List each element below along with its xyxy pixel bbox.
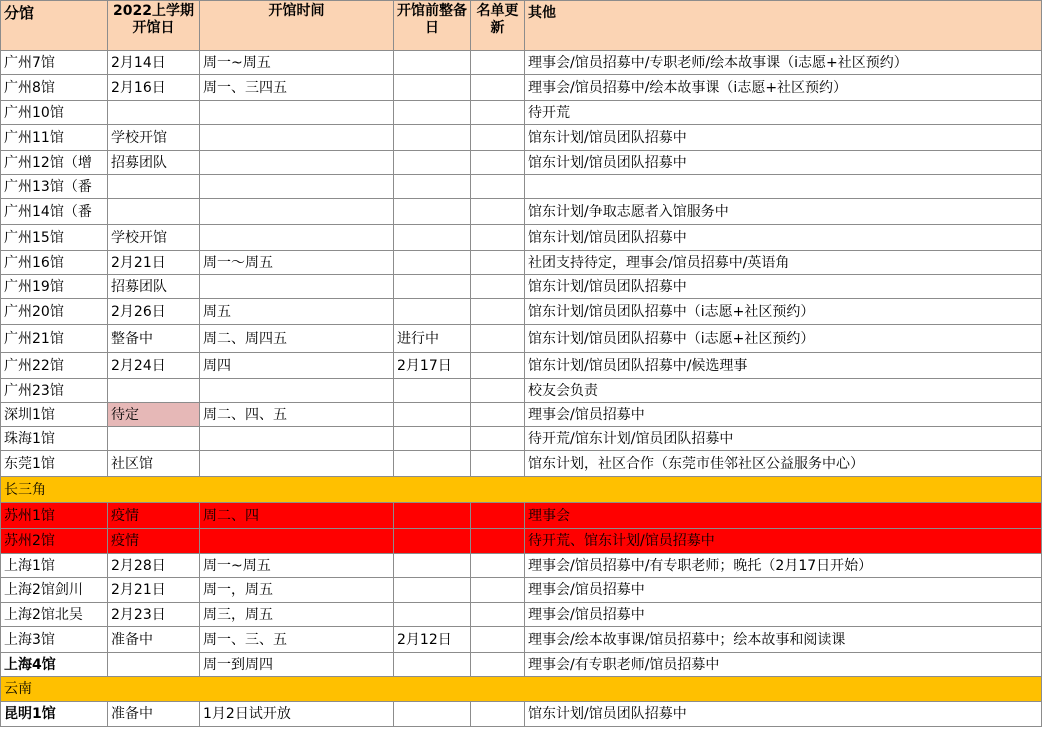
cell-other[interactable]: 馆东计划/馆员团队招募中/候选理事 xyxy=(525,353,1042,379)
cell-open-date[interactable] xyxy=(108,175,200,199)
cell-open-time[interactable]: 周四 xyxy=(200,353,394,379)
cell-other[interactable]: 待开荒/馆东计划/馆员团队招募中 xyxy=(525,427,1042,451)
cell-open-time[interactable]: 周一、三、五 xyxy=(200,627,394,653)
cell-prep-day[interactable] xyxy=(394,225,471,251)
cell-roster[interactable] xyxy=(471,554,525,578)
cell-roster[interactable] xyxy=(471,101,525,125)
cell-other[interactable]: 馆东计划/馆员团队招募中 xyxy=(525,275,1042,299)
header-branch[interactable]: 分馆 xyxy=(1,1,108,51)
cell-open-date[interactable]: 疫情 xyxy=(108,503,200,529)
cell-branch[interactable]: 深圳1馆 xyxy=(1,403,108,427)
cell-roster[interactable] xyxy=(471,299,525,325)
cell-other[interactable]: 馆东计划/争取志愿者入馆服务中 xyxy=(525,199,1042,225)
cell-prep-day[interactable] xyxy=(394,503,471,529)
cell-open-date[interactable]: 招募团队 xyxy=(108,151,200,175)
cell-prep-day[interactable] xyxy=(394,653,471,677)
cell-open-time[interactable]: 周一~周五 xyxy=(200,554,394,578)
table-row xyxy=(1,251,1042,275)
cell-branch[interactable]: 上海2馆北吴 xyxy=(1,603,108,627)
cell-roster[interactable] xyxy=(471,275,525,299)
cell-open-date[interactable]: 准备中 xyxy=(108,627,200,653)
cell-open-date[interactable] xyxy=(108,199,200,225)
cell-open-date[interactable]: 2月24日 xyxy=(108,353,200,379)
cell-roster[interactable] xyxy=(471,427,525,451)
cell-open-date[interactable]: 2月21日 xyxy=(108,578,200,603)
cell-open-time[interactable] xyxy=(200,529,394,554)
table-row xyxy=(1,403,1042,427)
cell-prep-day[interactable] xyxy=(394,275,471,299)
table-row xyxy=(1,75,1042,101)
cell-other[interactable]: 理事会/馆员招募中/专职老师/绘本故事课（i志愿+社区预约） xyxy=(525,51,1042,75)
cell-open-time[interactable]: 周一、三四五 xyxy=(200,75,394,101)
cell-open-time[interactable] xyxy=(200,125,394,151)
cell-roster[interactable] xyxy=(471,653,525,677)
cell-open-date[interactable]: 疫情 xyxy=(108,529,200,554)
cell-roster[interactable] xyxy=(471,151,525,175)
cell-roster[interactable] xyxy=(471,125,525,151)
section-label[interactable]: 长三角 xyxy=(1,477,1042,503)
cell-other[interactable]: 校友会负责 xyxy=(525,379,1042,403)
cell-branch[interactable]: 昆明1馆 xyxy=(1,702,108,727)
cell-branch[interactable]: 广州16馆 xyxy=(1,251,108,275)
cell-prep-day[interactable] xyxy=(394,702,471,727)
section-row xyxy=(1,677,1042,702)
cell-open-date[interactable] xyxy=(108,653,200,677)
cell-prep-day[interactable] xyxy=(394,451,471,477)
cell-roster[interactable] xyxy=(471,702,525,727)
header-open-date[interactable]: 2022上学期开馆日 xyxy=(108,1,200,51)
table-row xyxy=(1,275,1042,299)
cell-roster[interactable] xyxy=(471,325,525,353)
table-row xyxy=(1,379,1042,403)
cell-other[interactable]: 理事会/馆员招募中/绘本故事课（i志愿+社区预约） xyxy=(525,75,1042,101)
cell-other[interactable]: 馆东计划/馆员团队招募中（i志愿+社区预约） xyxy=(525,299,1042,325)
cell-branch[interactable]: 广州13馆（番 xyxy=(1,175,108,199)
cell-other[interactable]: 理事会/馆员招募中/有专职老师；晚托（2月17日开始） xyxy=(525,554,1042,578)
cell-branch[interactable]: 广州19馆 xyxy=(1,275,108,299)
cell-branch[interactable]: 广州12馆（增 xyxy=(1,151,108,175)
cell-roster[interactable] xyxy=(471,199,525,225)
header-row xyxy=(1,1,1042,51)
cell-prep-day[interactable] xyxy=(394,125,471,151)
cell-prep-day[interactable]: 进行中 xyxy=(394,325,471,353)
cell-prep-day[interactable] xyxy=(394,603,471,627)
cell-branch[interactable]: 广州11馆 xyxy=(1,125,108,151)
cell-open-time[interactable] xyxy=(200,175,394,199)
cell-prep-day[interactable] xyxy=(394,199,471,225)
cell-open-time[interactable]: 周一~周五 xyxy=(200,51,394,75)
cell-other[interactable]: 理事会 xyxy=(525,503,1042,529)
table-row xyxy=(1,554,1042,578)
table-row xyxy=(1,101,1042,125)
cell-open-time[interactable]: 周一到周四 xyxy=(200,653,394,677)
cell-roster[interactable] xyxy=(471,225,525,251)
cell-open-date[interactable]: 待定 xyxy=(108,403,200,427)
cell-other[interactable]: 理事会/馆员招募中 xyxy=(525,403,1042,427)
table-row xyxy=(1,199,1042,225)
cell-branch[interactable]: 广州22馆 xyxy=(1,353,108,379)
cell-open-date[interactable]: 整备中 xyxy=(108,325,200,353)
cell-open-time[interactable]: 周三，周五 xyxy=(200,603,394,627)
cell-prep-day[interactable] xyxy=(394,151,471,175)
cell-branch[interactable]: 广州8馆 xyxy=(1,75,108,101)
cell-open-time[interactable] xyxy=(200,427,394,451)
cell-other[interactable]: 馆东计划/馆员团队招募中 xyxy=(525,225,1042,251)
cell-open-time[interactable]: 周五 xyxy=(200,299,394,325)
table-row xyxy=(1,353,1042,379)
cell-open-date[interactable] xyxy=(108,427,200,451)
cell-branch[interactable]: 上海4馆 xyxy=(1,653,108,677)
cell-branch[interactable]: 广州7馆 xyxy=(1,51,108,75)
cell-branch[interactable]: 广州10馆 xyxy=(1,101,108,125)
table-row xyxy=(1,503,1042,529)
cell-branch[interactable]: 苏州2馆 xyxy=(1,529,108,554)
cell-open-date[interactable] xyxy=(108,379,200,403)
cell-other[interactable] xyxy=(525,175,1042,199)
table-row xyxy=(1,702,1042,727)
cell-branch[interactable]: 广州20馆 xyxy=(1,299,108,325)
cell-open-date[interactable]: 社区馆 xyxy=(108,451,200,477)
cell-open-date[interactable]: 学校开馆 xyxy=(108,225,200,251)
cell-roster[interactable] xyxy=(471,603,525,627)
section-label[interactable]: 云南 xyxy=(1,677,1042,702)
cell-other[interactable]: 馆东计划/馆员团队招募中 xyxy=(525,125,1042,151)
cell-other[interactable]: 馆东计划/馆员团队招募中 xyxy=(525,702,1042,727)
header-other[interactable]: 其他 xyxy=(525,1,1042,51)
cell-other[interactable]: 待开荒、馆东计划/馆员招募中 xyxy=(525,529,1042,554)
cell-prep-day[interactable] xyxy=(394,299,471,325)
cell-other[interactable]: 馆东计划/馆员团队招募中 xyxy=(525,151,1042,175)
cell-open-date[interactable]: 2月26日 xyxy=(108,299,200,325)
cell-prep-day[interactable]: 2月17日 xyxy=(394,353,471,379)
cell-open-date[interactable] xyxy=(108,101,200,125)
cell-open-time[interactable]: 周二、四 xyxy=(200,503,394,529)
cell-open-time[interactable]: 周二、周四五 xyxy=(200,325,394,353)
header-open-time[interactable]: 开馆时间 xyxy=(200,1,394,51)
table-row xyxy=(1,175,1042,199)
cell-branch[interactable]: 上海3馆 xyxy=(1,627,108,653)
cell-open-date[interactable]: 学校开馆 xyxy=(108,125,200,151)
header-prep-day[interactable]: 开馆前整备日 xyxy=(394,1,471,51)
cell-open-time[interactable]: 周一，周五 xyxy=(200,578,394,603)
table-row xyxy=(1,603,1042,627)
cell-other[interactable]: 馆东计划，社区合作（东莞市佳邻社区公益服务中心） xyxy=(525,451,1042,477)
cell-open-time[interactable] xyxy=(200,199,394,225)
cell-open-time[interactable] xyxy=(200,225,394,251)
cell-open-date[interactable]: 2月16日 xyxy=(108,75,200,101)
cell-prep-day[interactable] xyxy=(394,554,471,578)
cell-open-time[interactable] xyxy=(200,275,394,299)
cell-roster[interactable] xyxy=(471,51,525,75)
cell-roster[interactable] xyxy=(471,75,525,101)
cell-open-time[interactable]: 1月2日试开放 xyxy=(200,702,394,727)
cell-other[interactable]: 社团支持待定，理事会/馆员招募中/英语角 xyxy=(525,251,1042,275)
section-row xyxy=(1,477,1042,503)
cell-prep-day[interactable] xyxy=(394,427,471,451)
cell-roster[interactable] xyxy=(471,627,525,653)
table-row xyxy=(1,225,1042,251)
cell-open-date[interactable]: 招募团队 xyxy=(108,275,200,299)
cell-open-date[interactable]: 2月28日 xyxy=(108,554,200,578)
table-row xyxy=(1,427,1042,451)
table-row xyxy=(1,299,1042,325)
table-row xyxy=(1,51,1042,75)
cell-branch[interactable]: 东莞1馆 xyxy=(1,451,108,477)
cell-other[interactable]: 理事会/馆员招募中 xyxy=(525,578,1042,603)
table-row xyxy=(1,151,1042,175)
cell-open-time[interactable] xyxy=(200,379,394,403)
cell-open-date[interactable]: 2月23日 xyxy=(108,603,200,627)
cell-other[interactable]: 待开荒 xyxy=(525,101,1042,125)
cell-open-time[interactable] xyxy=(200,101,394,125)
cell-open-date[interactable]: 2月21日 xyxy=(108,251,200,275)
table-row xyxy=(1,627,1042,653)
cell-prep-day[interactable] xyxy=(394,101,471,125)
cell-other[interactable]: 理事会/有专职老师/馆员招募中 xyxy=(525,653,1042,677)
table-row xyxy=(1,451,1042,477)
cell-open-time[interactable] xyxy=(200,151,394,175)
table-row xyxy=(1,653,1042,677)
header-roster[interactable]: 名单更新 xyxy=(471,1,525,51)
cell-prep-day[interactable] xyxy=(394,75,471,101)
cell-open-time[interactable]: 周一～周五 xyxy=(200,251,394,275)
cell-prep-day[interactable] xyxy=(394,578,471,603)
cell-prep-day[interactable] xyxy=(394,251,471,275)
cell-open-time[interactable]: 周二、四、五 xyxy=(200,403,394,427)
cell-branch[interactable]: 上海2馆剑川 xyxy=(1,578,108,603)
cell-roster[interactable] xyxy=(471,578,525,603)
cell-branch[interactable]: 上海1馆 xyxy=(1,554,108,578)
cell-roster[interactable] xyxy=(471,403,525,427)
cell-roster[interactable] xyxy=(471,451,525,477)
cell-roster[interactable] xyxy=(471,353,525,379)
cell-prep-day[interactable] xyxy=(394,175,471,199)
cell-prep-day[interactable]: 2月12日 xyxy=(394,627,471,653)
cell-branch[interactable]: 珠海1馆 xyxy=(1,427,108,451)
cell-branch[interactable]: 广州23馆 xyxy=(1,379,108,403)
table-row xyxy=(1,578,1042,603)
cell-branch[interactable]: 苏州1馆 xyxy=(1,503,108,529)
table-row xyxy=(1,125,1042,151)
table-row xyxy=(1,529,1042,554)
cell-roster[interactable] xyxy=(471,251,525,275)
table-row xyxy=(1,325,1042,353)
cell-roster[interactable] xyxy=(471,503,525,529)
cell-roster[interactable] xyxy=(471,175,525,199)
cell-prep-day[interactable] xyxy=(394,403,471,427)
cell-branch[interactable]: 广州15馆 xyxy=(1,225,108,251)
cell-prep-day[interactable] xyxy=(394,529,471,554)
cell-roster[interactable] xyxy=(471,529,525,554)
cell-branch[interactable]: 广州21馆 xyxy=(1,325,108,353)
cell-other[interactable]: 理事会/馆员招募中 xyxy=(525,603,1042,627)
cell-open-date[interactable]: 2月14日 xyxy=(108,51,200,75)
cell-prep-day[interactable] xyxy=(394,51,471,75)
cell-open-date[interactable]: 准备中 xyxy=(108,702,200,727)
cell-roster[interactable] xyxy=(471,379,525,403)
cell-branch[interactable]: 广州14馆（番 xyxy=(1,199,108,225)
cell-other[interactable]: 馆东计划/馆员团队招募中（i志愿+社区预约） xyxy=(525,325,1042,353)
cell-other[interactable]: 理事会/绘本故事课/馆员招募中；绘本故事和阅读课 xyxy=(525,627,1042,653)
cell-open-time[interactable] xyxy=(200,451,394,477)
cell-prep-day[interactable] xyxy=(394,379,471,403)
